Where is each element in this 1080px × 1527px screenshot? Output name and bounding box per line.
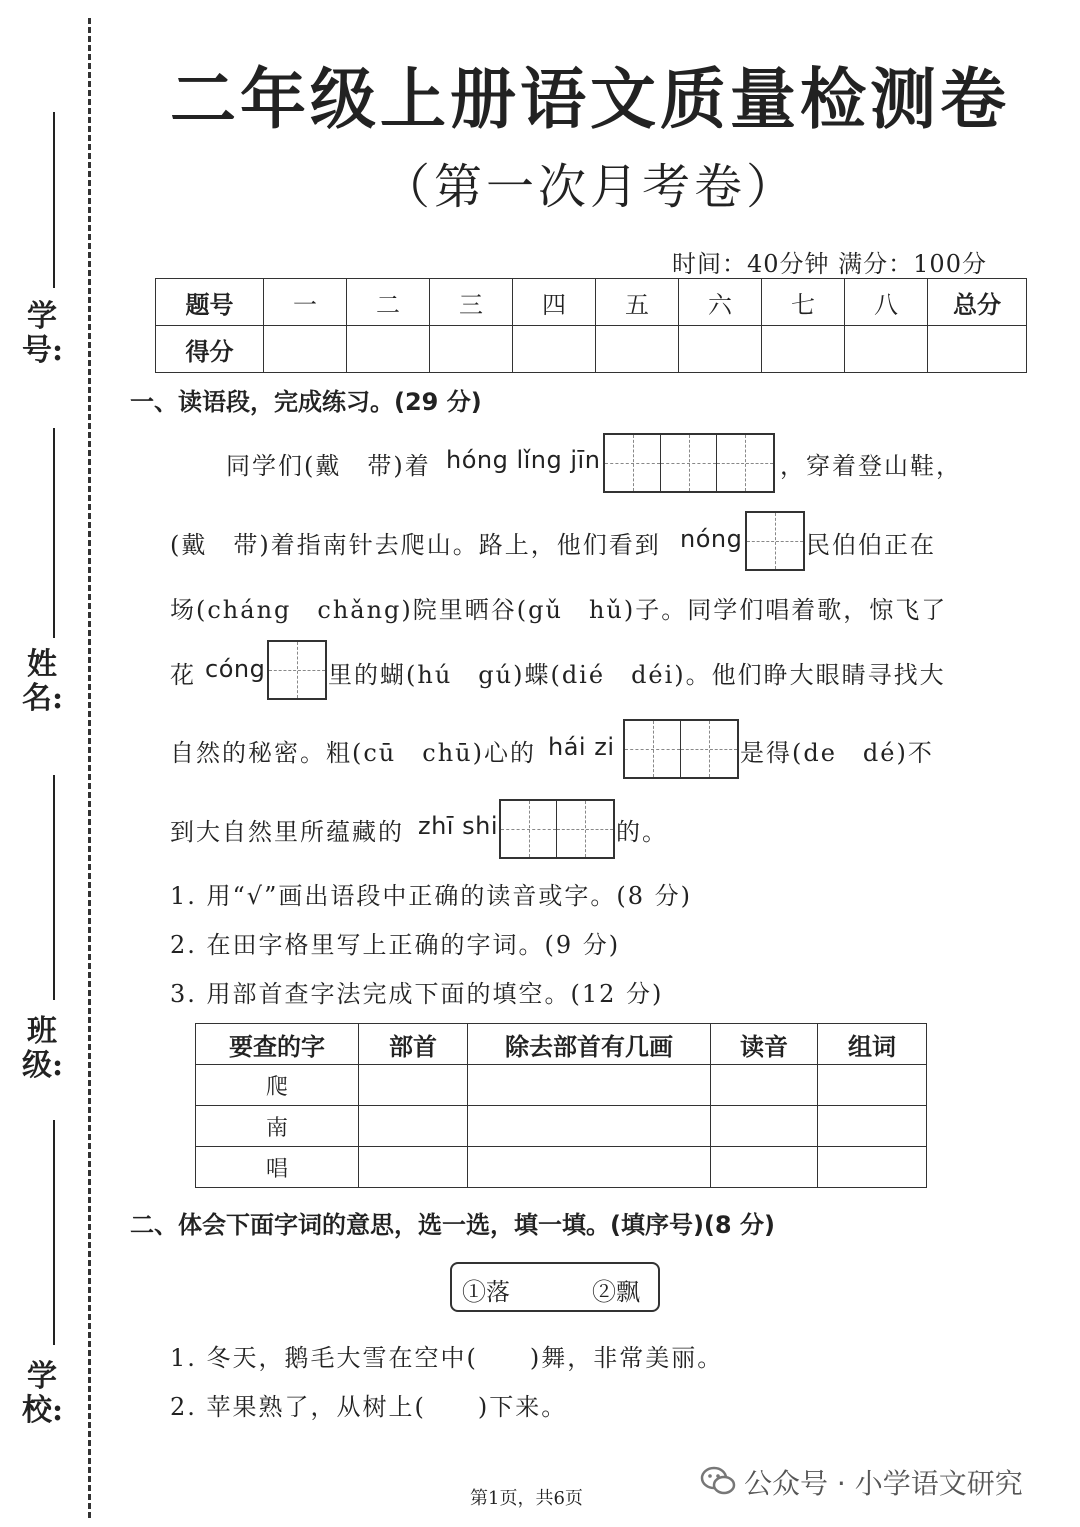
section1-title: 一、读语段，完成练习。(29 分) bbox=[130, 388, 482, 416]
student-no-label: 学号: bbox=[22, 299, 64, 368]
radical-header-cell: 组词 bbox=[818, 1024, 927, 1065]
radical-answer-cell[interactable] bbox=[359, 1065, 468, 1106]
tianzige-cell[interactable] bbox=[661, 435, 717, 491]
passage-line4-a: 花 bbox=[170, 661, 196, 689]
name-label: 姓名: bbox=[22, 647, 64, 716]
tianzige-cell[interactable] bbox=[717, 435, 773, 491]
school-label: 学校: bbox=[22, 1359, 64, 1428]
radical-answer-cell[interactable] bbox=[359, 1106, 468, 1147]
score-input-cell[interactable] bbox=[430, 326, 513, 373]
option-2: ②飘 bbox=[592, 1278, 640, 1306]
radical-answer-cell[interactable] bbox=[468, 1106, 711, 1147]
passage-line5-b: 是得(de dé)不 bbox=[740, 739, 934, 767]
question-1-2: 2. 在田字格里写上正确的字词。(9 分) bbox=[170, 931, 621, 959]
score-input-cell[interactable] bbox=[513, 326, 596, 373]
radical-header-cell: 要查的字 bbox=[196, 1024, 359, 1065]
tianzige-haizi[interactable] bbox=[623, 719, 739, 779]
score-header-cell: 六 bbox=[679, 279, 762, 326]
score-header-cell: 五 bbox=[596, 279, 679, 326]
radical-answer-cell[interactable] bbox=[818, 1106, 927, 1147]
passage-line2-b: 民伯伯正在 bbox=[806, 531, 936, 559]
radical-answer-cell[interactable] bbox=[711, 1106, 818, 1147]
radical-header-cell: 部首 bbox=[359, 1024, 468, 1065]
exam-meta: 时间：40分钟 满分：100分 bbox=[672, 250, 987, 278]
tianzige-cell[interactable] bbox=[681, 721, 737, 777]
radical-table bbox=[195, 1023, 927, 1188]
score-input-cell[interactable] bbox=[845, 326, 928, 373]
page-title: 二年级上册语文质量检测卷 bbox=[170, 60, 1010, 138]
tianzige-cell[interactable] bbox=[269, 642, 325, 698]
score-header-cell: 题号 bbox=[156, 279, 264, 326]
passage-line5-pinyin: hái zi bbox=[548, 733, 615, 761]
radical-char-cell: 唱 bbox=[196, 1147, 359, 1188]
tianzige-cell[interactable] bbox=[605, 435, 661, 491]
score-table bbox=[155, 278, 1027, 373]
passage-line1-b: ，穿着登山鞋， bbox=[780, 452, 962, 480]
score-input-cell[interactable] bbox=[928, 326, 1027, 373]
tianzige-nong[interactable] bbox=[745, 511, 805, 571]
passage-line1-pinyin: hóng lǐng jīn bbox=[446, 446, 601, 474]
radical-answer-cell[interactable] bbox=[468, 1065, 711, 1106]
question-2-1: 1. 冬天，鹅毛大雪在空中( )舞，非常美丽。 bbox=[170, 1344, 724, 1372]
tianzige-hongling-jin[interactable] bbox=[603, 433, 775, 493]
passage-line6-a: 到大自然里所蕴藏的 bbox=[170, 818, 404, 846]
passage-line2-pinyin: nóng bbox=[680, 525, 743, 553]
class-label: 班级: bbox=[22, 1014, 64, 1083]
tianzige-cell[interactable] bbox=[625, 721, 681, 777]
wechat-icon bbox=[700, 1466, 736, 1496]
page-subtitle: （第一次月考卷） bbox=[381, 159, 798, 215]
score-input-cell[interactable] bbox=[264, 326, 347, 373]
score-header-cell: 二 bbox=[347, 279, 430, 326]
tianzige-cell[interactable] bbox=[501, 801, 557, 857]
radical-answer-cell[interactable] bbox=[468, 1147, 711, 1188]
passage-line4-b: 里的蝴(hú gú)蝶(dié déi)。他们睁大眼睛寻找大 bbox=[328, 661, 946, 689]
tianzige-zhishi[interactable] bbox=[499, 799, 615, 859]
binding-dashed-line bbox=[88, 18, 91, 1518]
radical-answer-cell[interactable] bbox=[359, 1147, 468, 1188]
passage-line4-pinyin: cóng bbox=[205, 655, 266, 683]
passage-line5-a: 自然的秘密。粗(cū chū)心的 bbox=[170, 739, 536, 767]
score-input-cell[interactable] bbox=[347, 326, 430, 373]
radical-header-cell: 除去部首有几画 bbox=[468, 1024, 711, 1065]
score-input-cell[interactable] bbox=[679, 326, 762, 373]
name-line bbox=[53, 428, 55, 638]
score-header-cell: 总分 bbox=[928, 279, 1027, 326]
passage-line6-pinyin: zhī shi bbox=[418, 812, 498, 840]
tianzige-cell[interactable] bbox=[747, 513, 803, 569]
passage-line6-b: 的。 bbox=[616, 818, 668, 846]
question-2-2: 2. 苹果熟了，从树上( )下来。 bbox=[170, 1393, 568, 1421]
passage-line1-a: 同学们(戴 带)着 bbox=[226, 452, 431, 480]
class-line bbox=[53, 775, 55, 1000]
score-header-cell: 八 bbox=[845, 279, 928, 326]
score-row-label: 得分 bbox=[156, 326, 264, 373]
passage-line3: 场(cháng chǎng)院里晒谷(gǔ hǔ)子。同学们唱着歌，惊飞了 bbox=[170, 596, 948, 624]
score-header-cell: 四 bbox=[513, 279, 596, 326]
page-number: 第1页，共6页 bbox=[470, 1488, 583, 1509]
score-header-cell: 三 bbox=[430, 279, 513, 326]
radical-char-cell: 爬 bbox=[196, 1065, 359, 1106]
radical-answer-cell[interactable] bbox=[818, 1065, 927, 1106]
score-header-cell: 七 bbox=[762, 279, 845, 326]
radical-answer-cell[interactable] bbox=[818, 1147, 927, 1188]
radical-header-cell: 读音 bbox=[711, 1024, 818, 1065]
radical-answer-cell[interactable] bbox=[711, 1065, 818, 1106]
radical-char-cell: 南 bbox=[196, 1106, 359, 1147]
section2-title: 二、体会下面字词的意思，选一选，填一填。(填序号)(8 分) bbox=[130, 1211, 775, 1239]
student-no-line bbox=[53, 112, 55, 288]
passage-line2-a: (戴 带)着指南针去爬山。路上，他们看到 bbox=[170, 531, 661, 559]
option-1: ①落 bbox=[462, 1278, 510, 1306]
tianzige-cong[interactable] bbox=[267, 640, 327, 700]
tianzige-cell[interactable] bbox=[557, 801, 613, 857]
question-1-1: 1. 用“√”画出语段中正确的读音或字。(8 分) bbox=[170, 882, 692, 910]
school-line bbox=[53, 1120, 55, 1345]
score-header-cell: 一 bbox=[264, 279, 347, 326]
score-input-cell[interactable] bbox=[762, 326, 845, 373]
radical-answer-cell[interactable] bbox=[711, 1147, 818, 1188]
score-input-cell[interactable] bbox=[596, 326, 679, 373]
option-box bbox=[450, 1262, 660, 1312]
question-1-3: 3. 用部首查字法完成下面的填空。(12 分) bbox=[170, 980, 664, 1008]
watermark: 公众号 · 小学语文研究 bbox=[744, 1467, 1023, 1500]
